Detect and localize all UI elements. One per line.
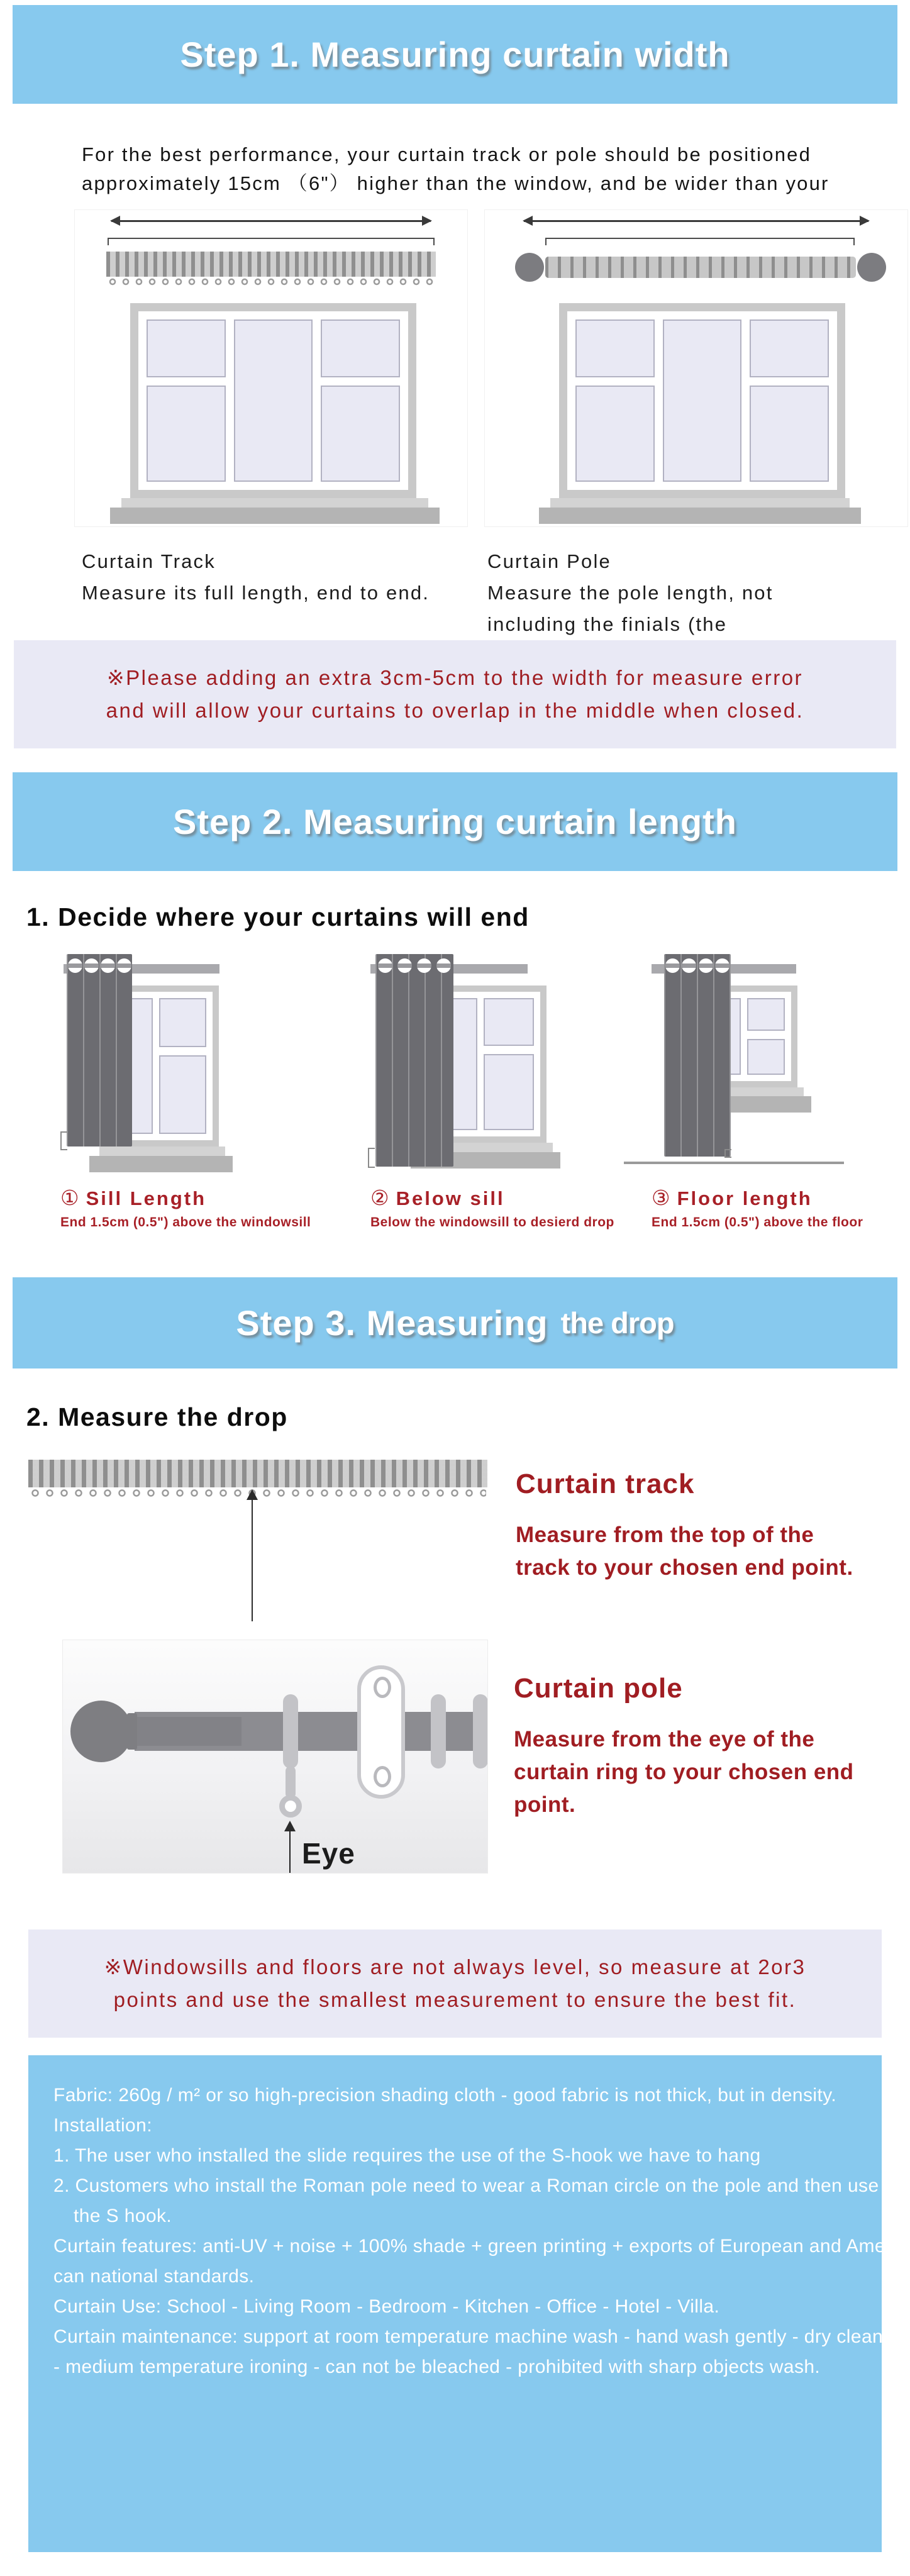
option2-title: ② Below sill bbox=[370, 1186, 505, 1209]
intro-text bbox=[82, 140, 910, 198]
track-caption bbox=[82, 546, 487, 640]
step3-banner-subtitle: the drop bbox=[560, 1306, 674, 1340]
windowsill-ledge bbox=[89, 1156, 233, 1172]
double-arrow-icon bbox=[111, 220, 431, 222]
grommet-icon bbox=[378, 958, 392, 973]
curtain-track-illustration bbox=[28, 1455, 491, 1618]
step2-banner bbox=[13, 772, 897, 871]
track-glider-hooks bbox=[30, 1487, 486, 1499]
step3-banner-title: Step 3. Measuring bbox=[236, 1303, 548, 1343]
width-note-line-2: and will allow your curtains to overlap in the middle when closed. bbox=[106, 699, 804, 722]
circled-3-icon: ③ bbox=[652, 1186, 672, 1209]
step1-captions bbox=[82, 546, 910, 640]
floor-length-figure bbox=[652, 954, 853, 1175]
grommets bbox=[664, 958, 731, 973]
option1-desc: End 1.5cm (0.5") above the windowsill bbox=[60, 1215, 311, 1230]
curtain-pole-figure bbox=[484, 209, 908, 527]
grommet-icon bbox=[117, 958, 131, 973]
ring-eye-stem bbox=[286, 1766, 296, 1799]
intro-line-2: approximately 15cm （6"） higher than the window, and be wider than your bbox=[82, 172, 830, 194]
curtain-track-bar bbox=[28, 1460, 487, 1487]
option1-title: ① Sill Length bbox=[60, 1186, 207, 1209]
info-maintenance-1: Curtain maintenance: support at room temperature machine wash - hand wash gently - dry cleaning bbox=[53, 2326, 909, 2347]
grommet-icon bbox=[101, 958, 115, 973]
info-features-1: Curtain features: anti-UV + noise + 100% shade + green printing + exports of European and Ameri- bbox=[53, 2236, 903, 2257]
curtain-pole-section bbox=[63, 1640, 910, 1873]
curtain-ring-icon bbox=[283, 1694, 298, 1768]
grommet-icon bbox=[84, 958, 99, 973]
step2-heading: 1. Decide where your curtains will end bbox=[26, 902, 530, 931]
up-arrow-icon bbox=[252, 1499, 253, 1621]
measure-bracket-icon bbox=[108, 238, 435, 245]
curtain-pole-bar bbox=[545, 257, 856, 278]
grommet-icon bbox=[68, 958, 82, 973]
measure-end-mark-icon bbox=[60, 1131, 67, 1150]
grommet-icon bbox=[715, 958, 730, 973]
width-note-box bbox=[14, 640, 896, 748]
window-illustration bbox=[130, 303, 416, 498]
step3-banner bbox=[13, 1277, 897, 1368]
windowsill bbox=[121, 498, 428, 508]
windowsill-ledge bbox=[539, 508, 861, 524]
double-arrow-icon bbox=[524, 220, 868, 222]
length-options bbox=[60, 954, 910, 1230]
intro-line-1: For the best performance, your curtain track or pole should be positioned bbox=[82, 143, 812, 165]
curtain-pole-line-3: point. bbox=[514, 1792, 576, 1817]
measure-bracket-icon bbox=[545, 238, 855, 245]
curtain-track-figure bbox=[74, 209, 468, 527]
curtain-track-line-2: track to your chosen end point. bbox=[516, 1555, 853, 1580]
step1-banner bbox=[13, 5, 897, 104]
option-sill-length bbox=[60, 954, 370, 1230]
curtain-track-line-1: Measure from the top of the bbox=[516, 1523, 814, 1547]
pole-caption-title: Curtain Pole bbox=[487, 550, 611, 572]
circled-1-icon: ① bbox=[60, 1186, 81, 1209]
pole-caption-body-1: Measure the pole length, not bbox=[487, 582, 774, 604]
pole-caption-body-2: including the finials (the bbox=[487, 613, 728, 635]
window-illustration bbox=[559, 303, 845, 498]
option-below-sill bbox=[370, 954, 652, 1230]
track-caption-body: Measure its full length, end to end. bbox=[82, 582, 430, 604]
info-fabric: Fabric: 260g / m² or so high-precision shading cloth - good fabric is not thick, but in density. bbox=[53, 2085, 837, 2106]
product-info-box bbox=[28, 2055, 909, 2552]
level-note-line-1: ※Windowsills and floors are not always level, so measure at 2or3 bbox=[104, 1955, 806, 1979]
info-install-2b: the S hook. bbox=[74, 2206, 172, 2226]
option3-title: ③ Floor length bbox=[652, 1186, 813, 1209]
grommet-icon bbox=[397, 958, 412, 973]
step2-banner-title: Step 2. Measuring curtain length bbox=[172, 802, 738, 841]
pole-bar-shadow bbox=[135, 1717, 241, 1746]
curtain-pole-line-1: Measure from the eye of the bbox=[514, 1727, 815, 1752]
finial-ball-icon bbox=[857, 253, 886, 282]
curtain-track-text bbox=[516, 1455, 853, 1618]
grommet-icon bbox=[699, 958, 713, 973]
grommets bbox=[375, 958, 453, 973]
option3-desc: End 1.5cm (0.5") above the floor bbox=[652, 1215, 863, 1230]
level-note-line-2: points and use the smallest measurement to ensure the best fit. bbox=[113, 1988, 797, 2011]
curtain-pole-line-2: curtain ring to your chosen end bbox=[514, 1760, 854, 1784]
info-install-2: 2. Customers who install the Roman pole need to wear a Roman circle on the pole and then use bbox=[53, 2175, 879, 2196]
grommet-icon bbox=[682, 958, 696, 973]
up-arrow-icon bbox=[289, 1830, 291, 1873]
windowsill bbox=[550, 498, 850, 508]
windowsill bbox=[99, 1146, 225, 1156]
step1-diagrams bbox=[74, 209, 910, 527]
grommets bbox=[67, 958, 132, 973]
track-glider-hooks bbox=[108, 277, 435, 287]
curtain-track-bar bbox=[106, 252, 436, 277]
option2-desc: Below the windowsill to desierd drop bbox=[370, 1215, 614, 1230]
measure-end-mark-icon bbox=[724, 1149, 731, 1158]
finial-neck bbox=[127, 1713, 137, 1750]
curtain-ring-icon bbox=[473, 1694, 487, 1768]
circled-2-icon: ② bbox=[370, 1186, 391, 1209]
curtain-pole-title: Curtain pole bbox=[514, 1673, 683, 1704]
curtain-pole-text bbox=[514, 1640, 854, 1873]
step3-heading: 2. Measure the drop bbox=[26, 1402, 288, 1431]
option-floor-length bbox=[652, 954, 903, 1230]
curtain-ring-icon bbox=[431, 1694, 446, 1768]
curtain-panel bbox=[67, 954, 132, 1146]
width-note-line-1: ※Please adding an extra 3cm-5cm to the width for measure error bbox=[106, 666, 804, 689]
curtain-track-section bbox=[28, 1455, 910, 1618]
info-install-1: 1. The user who installed the slide requires the use of the S-hook we have to hang bbox=[53, 2145, 761, 2166]
track-caption-title: Curtain Track bbox=[82, 550, 216, 572]
floor-line bbox=[624, 1162, 844, 1164]
sill-length-figure bbox=[60, 954, 262, 1175]
curtain-pole-illustration bbox=[63, 1640, 487, 1873]
curtain-panel bbox=[664, 954, 731, 1157]
info-use: Curtain Use: School - Living Room - Bedroom - Kitchen - Office - Hotel - Villa. bbox=[53, 2296, 720, 2317]
grommet-icon bbox=[665, 958, 680, 973]
finial-ball-icon bbox=[515, 253, 544, 282]
curtain-panel bbox=[375, 954, 453, 1167]
grommet-icon bbox=[417, 958, 431, 973]
wall-bracket-icon bbox=[357, 1665, 405, 1799]
eye-label: Eye bbox=[302, 1837, 355, 1870]
windowsill-ledge bbox=[110, 508, 440, 524]
curtain-track-title: Curtain track bbox=[516, 1468, 695, 1499]
below-sill-figure bbox=[370, 954, 572, 1175]
finial-ball-icon bbox=[70, 1701, 132, 1762]
pole-caption bbox=[487, 546, 774, 640]
level-note-box bbox=[28, 1929, 882, 2038]
info-installation: Installation: bbox=[53, 2115, 152, 2136]
grommet-icon bbox=[436, 958, 451, 973]
info-maintenance-2: - medium temperature ironing - can not be bleached - prohibited with sharp objects wash. bbox=[53, 2357, 821, 2377]
step1-banner-title: Step 1. Measuring curtain width bbox=[180, 35, 730, 74]
ring-eye-icon bbox=[279, 1795, 302, 1818]
info-features-2: can national standards. bbox=[53, 2266, 255, 2287]
measure-end-mark-icon bbox=[368, 1148, 375, 1168]
